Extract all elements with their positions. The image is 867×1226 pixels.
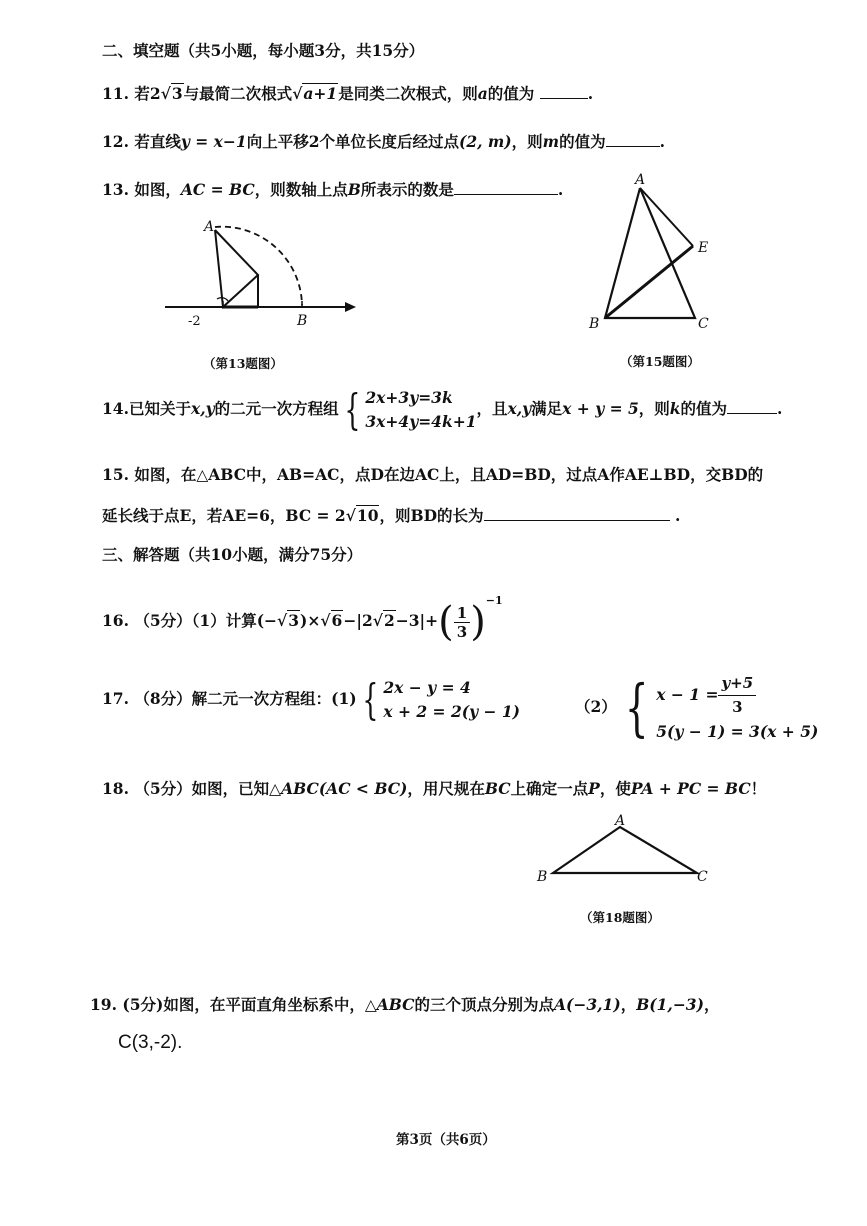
q14-equation-2: 3x+4y=4k+1	[365, 412, 477, 432]
fig15-label-e: E	[698, 240, 709, 256]
q16-radicand-1: 3	[288, 611, 300, 630]
q17-system-2	[656, 672, 818, 744]
q13-text: 如图，	[134, 180, 181, 199]
triangle-abc	[605, 188, 695, 318]
question-13	[102, 180, 563, 200]
q12-point: (2, m)	[459, 132, 512, 151]
question-12	[102, 132, 665, 152]
q14-condition: x + y = 5	[562, 399, 639, 419]
q18-number: 18.	[102, 779, 129, 798]
fig18-label-c: C	[697, 869, 708, 885]
q17-eq3-left: x − 1 =	[656, 684, 719, 704]
q15-answer-blank[interactable]	[484, 506, 670, 521]
q17-equation-3	[656, 672, 818, 720]
q14-vars-2: x,y	[507, 399, 532, 419]
fig15-label-c: C	[698, 316, 709, 332]
q15-radicand: 10	[356, 506, 379, 525]
q11-text-3: 是同类二次根式，则	[338, 84, 478, 103]
q11-variable: a	[477, 84, 488, 103]
q14-brace-icon: {	[344, 385, 361, 435]
q17-eq3-den: 3	[732, 698, 743, 717]
axis-arrow-icon	[345, 302, 356, 312]
q16-exponent: −1	[485, 594, 503, 607]
question-11: 11. 若2√3与最简二次根式√a+1是同类二次根式，则a的值为 .	[102, 84, 594, 103]
q16-fraction	[454, 604, 470, 641]
q14-vars: x,y	[190, 399, 215, 419]
question-18	[102, 780, 766, 799]
q15-text-2: ，则BD的长为	[379, 506, 484, 525]
q17-brace-2-icon: {	[624, 670, 649, 744]
q11-text-2: 与最简二次根式	[183, 84, 293, 103]
question-15-line-2: 延长线于点E，若AE=6，BC = 2√10，则BD的长为 .	[102, 506, 681, 525]
segment-ae	[640, 188, 693, 246]
fig15-label-b: B	[589, 316, 600, 332]
q17-part2-label: （2）	[575, 696, 617, 716]
q13-text-3: 所表示的数是	[360, 180, 454, 199]
fig13-tick-label: -2	[188, 314, 201, 329]
q19-end: ，	[703, 995, 720, 1014]
fig18-caption: （第18题图）	[580, 910, 660, 925]
triangle-outline	[215, 230, 258, 307]
question-17	[102, 676, 520, 724]
q13-number: 13.	[102, 180, 129, 199]
question-19-line-2: C(3,-2).	[118, 1032, 183, 1053]
fig13-caption: （第13题图）	[203, 356, 283, 371]
q14-text-2: 的二元一次方程组	[214, 399, 339, 419]
q11-end: .	[587, 84, 594, 103]
q19-text-2: 的三个顶点分别为点	[414, 995, 555, 1014]
q12-number: 12.	[102, 132, 129, 151]
q13-point: B	[347, 180, 361, 199]
q12-line-equation: y = x−1	[180, 132, 247, 151]
q14-number: 14.	[102, 399, 129, 419]
question-14	[102, 386, 782, 434]
q16-expr-c: −|2	[343, 611, 373, 630]
q18-end: ！	[750, 779, 767, 798]
q17-brace-icon: {	[361, 675, 379, 725]
fig13-label-a: A	[204, 219, 215, 235]
q14-text-4: 满足	[531, 399, 563, 419]
q12-answer-blank[interactable]	[606, 132, 660, 147]
q17-system-1	[383, 676, 520, 724]
q17-number: 17.	[102, 689, 129, 709]
fig13-label-b: B	[297, 313, 308, 329]
q19-triangle: ABC	[376, 995, 415, 1014]
q14-answer-blank[interactable]	[727, 399, 777, 414]
question-16: 16. （5分）（1）计算(−√3)×√6−|2√2−3|+( $\frac{1}{3}$ )$^{-1}$	[102, 594, 503, 645]
q18-condition: PA + PC = BC	[630, 779, 751, 798]
section-2-header: 二、填空题（共5小题，每小题3分，共15分）	[102, 41, 425, 60]
q12-text-2: 向上平移2个单位长度后经过点	[246, 132, 459, 151]
q16-fraction-den: 3	[456, 622, 468, 641]
q18-segment: BC	[484, 779, 511, 798]
q14-end: .	[777, 399, 783, 419]
q18-text-4: ，使	[599, 779, 631, 798]
q13-text-2: ，则数轴上点	[254, 180, 348, 199]
q12-text-3: ，则	[511, 132, 543, 151]
q16-paren-left: (	[438, 599, 454, 645]
q11-text-4: 的值为	[487, 84, 535, 103]
q14-variable: k	[669, 399, 681, 419]
q17-eq3-num: y+5	[718, 672, 756, 696]
question-17-part-2	[575, 672, 818, 744]
q16-expr-a: (−	[256, 611, 278, 630]
q16-radicand-2: 6	[331, 611, 343, 630]
q16-paren-right: )	[470, 599, 486, 645]
q18-point: P	[588, 779, 600, 798]
q19-point-a: A(−3,1)	[554, 995, 621, 1014]
q17-equation-2: x + 2 = 2(y − 1)	[383, 702, 520, 722]
fig15-caption: （第15题图）	[620, 354, 700, 369]
q16-expr-b: )×	[300, 611, 321, 630]
q18-triangle-condition: ABC(AC < BC)	[281, 779, 408, 798]
q19-point-b: B(1,−3)	[636, 995, 704, 1014]
q16-number: 16.	[102, 611, 129, 630]
q16-text: （5分）（1）计算	[134, 611, 257, 630]
figure-13-number-line	[160, 215, 360, 345]
question-15-line-1: 15. 如图，在△ABC中，AB=AC，点D在边AC上，且AD=BD，过点A作AE⊥BD，交BD的	[102, 465, 764, 484]
q14-text-3: ，且	[476, 399, 508, 419]
fig15-label-a: A	[635, 172, 646, 188]
q19-text: 19. (5分)如图，在平面直角坐标系中，△	[90, 995, 377, 1014]
section-3-header: 三、解答题（共10小题，满分75分）	[102, 545, 363, 564]
figure-18-triangle	[535, 815, 715, 895]
q11-answer-blank[interactable]	[540, 84, 588, 99]
q13-end: .	[557, 180, 564, 199]
q12-text-4: 的值为	[559, 132, 606, 151]
question-19-line-1	[90, 996, 719, 1015]
q15-end: .	[674, 506, 681, 525]
q12-variable: m	[542, 132, 560, 151]
q15-text: 延长线于点E，若AE=6，BC = 2	[102, 506, 346, 525]
fig18-label-b: B	[537, 869, 548, 885]
q17-equation-4: 5(y − 1) = 3(x + 5)	[656, 721, 819, 741]
q11-number: 11.	[102, 84, 129, 103]
q16-radicand-3: 2	[383, 611, 395, 630]
q11-radicand: 3	[171, 84, 183, 103]
q13-answer-blank[interactable]	[454, 180, 558, 195]
q12-text: 若直线	[134, 132, 181, 151]
q17-eq3-fraction	[718, 672, 756, 720]
q18-text-2: ，用尺规在	[407, 779, 485, 798]
q18-text-3: 上确定一点	[510, 779, 589, 798]
fig18-label-a: A	[615, 813, 626, 829]
page-footer: 第3页（共6页）	[396, 1132, 496, 1148]
q12-end: .	[659, 132, 665, 151]
q16-fraction-num: 1	[454, 604, 470, 623]
q14-text-6: 的值为	[680, 399, 728, 419]
q11-coefficient: 2	[149, 84, 161, 103]
q14-equation-1: 2x+3y=3k	[365, 388, 453, 407]
q19-separator: ，	[620, 995, 637, 1014]
figure-15-triangle	[585, 168, 725, 338]
q14-system	[365, 386, 476, 434]
triangle-abc-18	[553, 827, 697, 873]
q13-condition: AC = BC	[180, 180, 255, 199]
q14-text: 已知关于	[128, 399, 191, 419]
q16-expr-d: −3|+	[395, 611, 439, 630]
q14-text-5: ，则	[638, 399, 670, 419]
q18-text: （5分）如图，已知△	[134, 779, 282, 798]
q11-radicand-2: a+1	[303, 84, 338, 103]
q17-text: （8分）解二元一次方程组：(1)	[134, 689, 357, 709]
q11-text: 若	[134, 84, 150, 103]
q17-equation-1: 2x − y = 4	[383, 678, 471, 697]
